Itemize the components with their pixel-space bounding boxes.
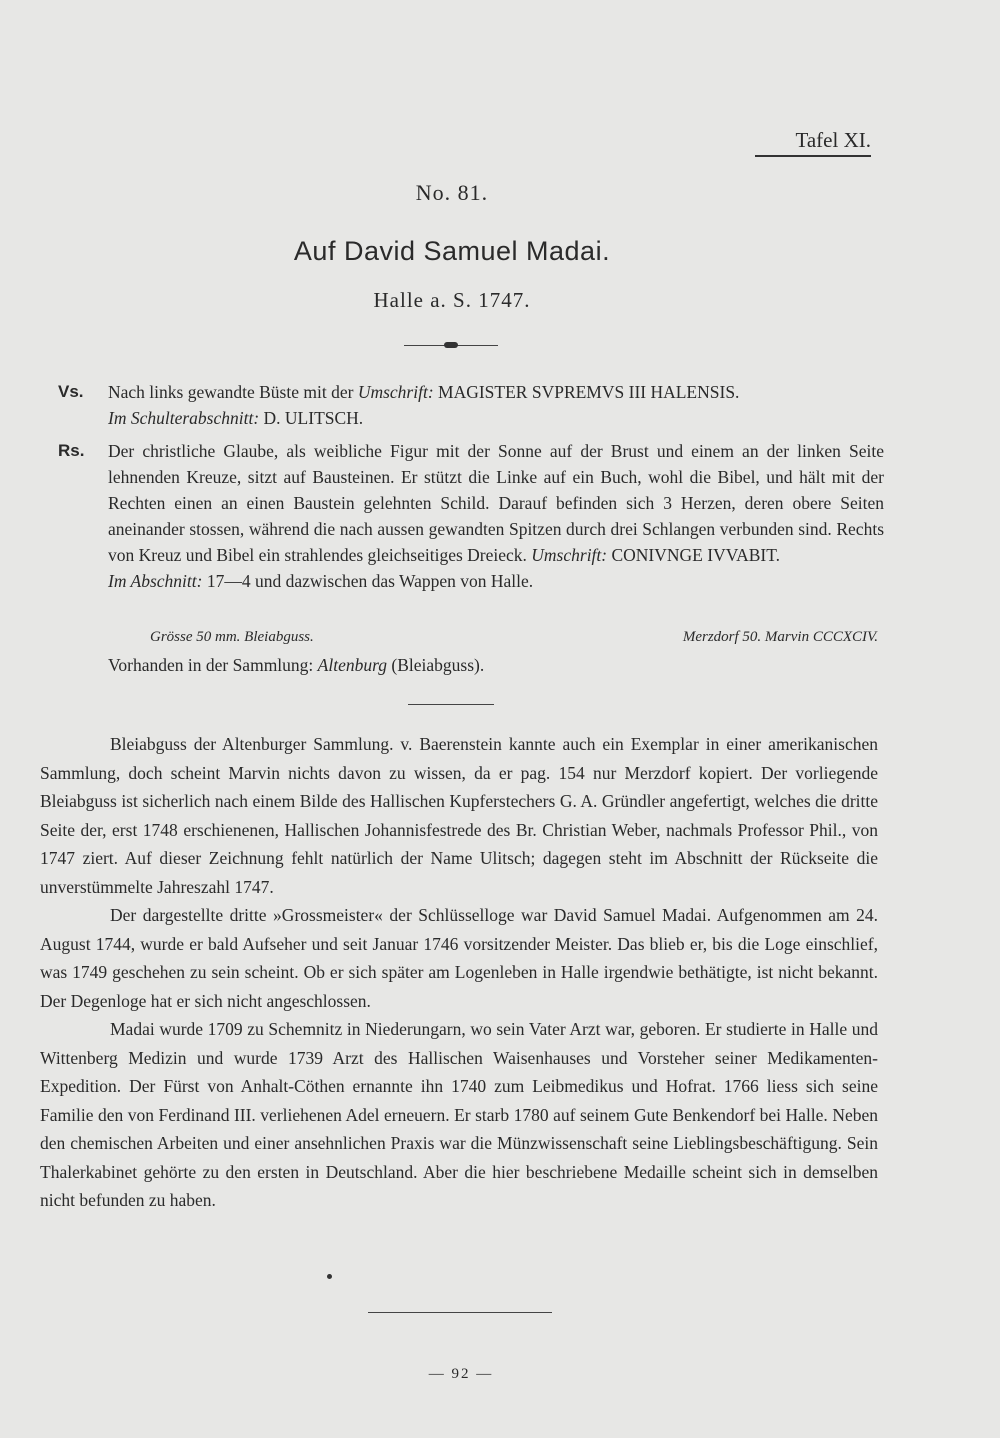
plate-label: Tafel XI. xyxy=(755,128,871,157)
specs-line xyxy=(150,629,878,646)
obverse-label: Vs. xyxy=(58,382,84,401)
specs-references: Merzdorf 50. Marvin CCCXCIV. xyxy=(682,629,878,645)
obverse-description xyxy=(58,379,884,431)
commentary xyxy=(40,730,878,1215)
place-date: Halle a. S. 1747. xyxy=(373,288,531,312)
obverse-term-1: Umschrift: xyxy=(357,382,434,402)
availability-collection: Altenburg xyxy=(317,655,387,675)
obverse-term-2: Im Schulterabschnitt: xyxy=(108,408,260,428)
reverse-label: Rs. xyxy=(58,441,85,460)
paragraph-1: Bleiabguss der Altenburger Sammlung. v. Baerenstein kannte auch ein Exemplar in einer amerikanischen Sammlung, doch scheint Marvin nichts davon zu wissen, da er pag. 154 nur Merzdorf kopiert. Der vorliegende Bleiabguss ist sicherlich nach einem Bilde des Hallischen Kupferstechers G. A. Gründler angefertigt, welches die dritte Seite der, erst 1748 erschienenen, Hallischen Johannisfestrede des Br. Christian Weber, nachmals Professor Phil., von 1747 ziert. Auf dieser Zeichnung fehlt natürlich der Name Ulitsch; dagegen steht im Abschnitt der Rückseite die unverstümmelte Jahreszahl 1747. xyxy=(40,734,878,897)
availability-line xyxy=(108,652,484,678)
footer-divider xyxy=(368,1312,552,1313)
ink-dot xyxy=(327,1274,332,1279)
entry-number: No. 81. xyxy=(415,180,489,205)
page-number: — 92 — xyxy=(428,1366,494,1382)
section-divider xyxy=(408,704,494,705)
paragraph-2: Der dargestellte dritte »Grossmeister« der Schlüsselloge war David Samuel Madai. Aufgenommen am 24. August 1744, wurde er bald Aufseher und seit Januar 1746 vorsitzender Meister. Das blieb er, bis die Loge einschlief, was 1749 geschehen zu sein scheint. Ob er sich später am Logenleben in Halle irgendwie bethätigte, ist nicht bekannt. Der Degenloge hat er sich nicht angeschlossen. xyxy=(40,905,878,1011)
paragraph-3: Madai wurde 1709 zu Schemnitz in Niederungarn, wo sein Vater Arzt war, geboren. Er studierte in Halle und Wittenberg Medizin und wurde 1739 Arzt des Hallischen Waisenhauses und Vorsteher seiner Medikamenten-Expedition. Der Fürst von Anhalt-Cöthen ernannte ihn 1740 zum Leibmedikus und Hofrat. 1766 liess sich seine Familie den von Ferdinand III. verliehenen Adel erneuern. Er starb 1780 auf seinem Gute Benkendorf bei Halle. Neben den chemischen Arbeiten und einer ansehnlichen Praxis war die Münzwissenschaft seine Lieblingsbeschäftigung. Sein Thalerkabinet gehörte zu den ersten in Deutschland. Aber die hier beschriebene Medaille scheint sich in demselben nicht befunden zu haben. xyxy=(40,1019,878,1210)
page-title: Auf David Samuel Madai. xyxy=(293,236,611,266)
reverse-text-1: Der christliche Glaube, als weibliche Figur mit der Sonne auf der Brust und einem an der linken Seite lehnenden Kreuze, sitzt auf Bausteinen. Er stützt die Linke auf ein Buch, wohl die Bibel, und hält mit der Rechten einen an einen Baustein gelehnten Schild. Darauf befinden sich 3 Herzen, deren obere Seiten aneinander stossen, während die nach aussen gewandten Spitzen durch drei Schlangen verbunden sind. Rechts von Kreuz und Bibel ein strahlendes gleichseitiges Dreieck. xyxy=(108,441,884,565)
reverse-text-3: 17—4 und dazwischen das Wappen von Halle. xyxy=(202,571,534,591)
obverse-text-2: MAGISTER SVPREMVS III HALENSIS. xyxy=(433,382,740,402)
ornament-center xyxy=(444,342,458,348)
specs-size: Grösse 50 mm. Bleiabguss. xyxy=(150,629,314,645)
reverse-description xyxy=(58,438,884,594)
availability-prefix: Vorhanden in der Sammlung: xyxy=(108,655,318,675)
reverse-text-2: CONIVNGE IVVABIT. xyxy=(607,545,780,565)
obverse-text-1: Nach links gewandte Büste mit der xyxy=(108,382,358,402)
reverse-term-1: Umschrift: xyxy=(531,545,608,565)
obverse-text-3: D. ULITSCH. xyxy=(259,408,364,428)
availability-suffix: (Bleiabguss). xyxy=(387,655,485,675)
reverse-term-2: Im Abschnitt: xyxy=(108,571,203,591)
